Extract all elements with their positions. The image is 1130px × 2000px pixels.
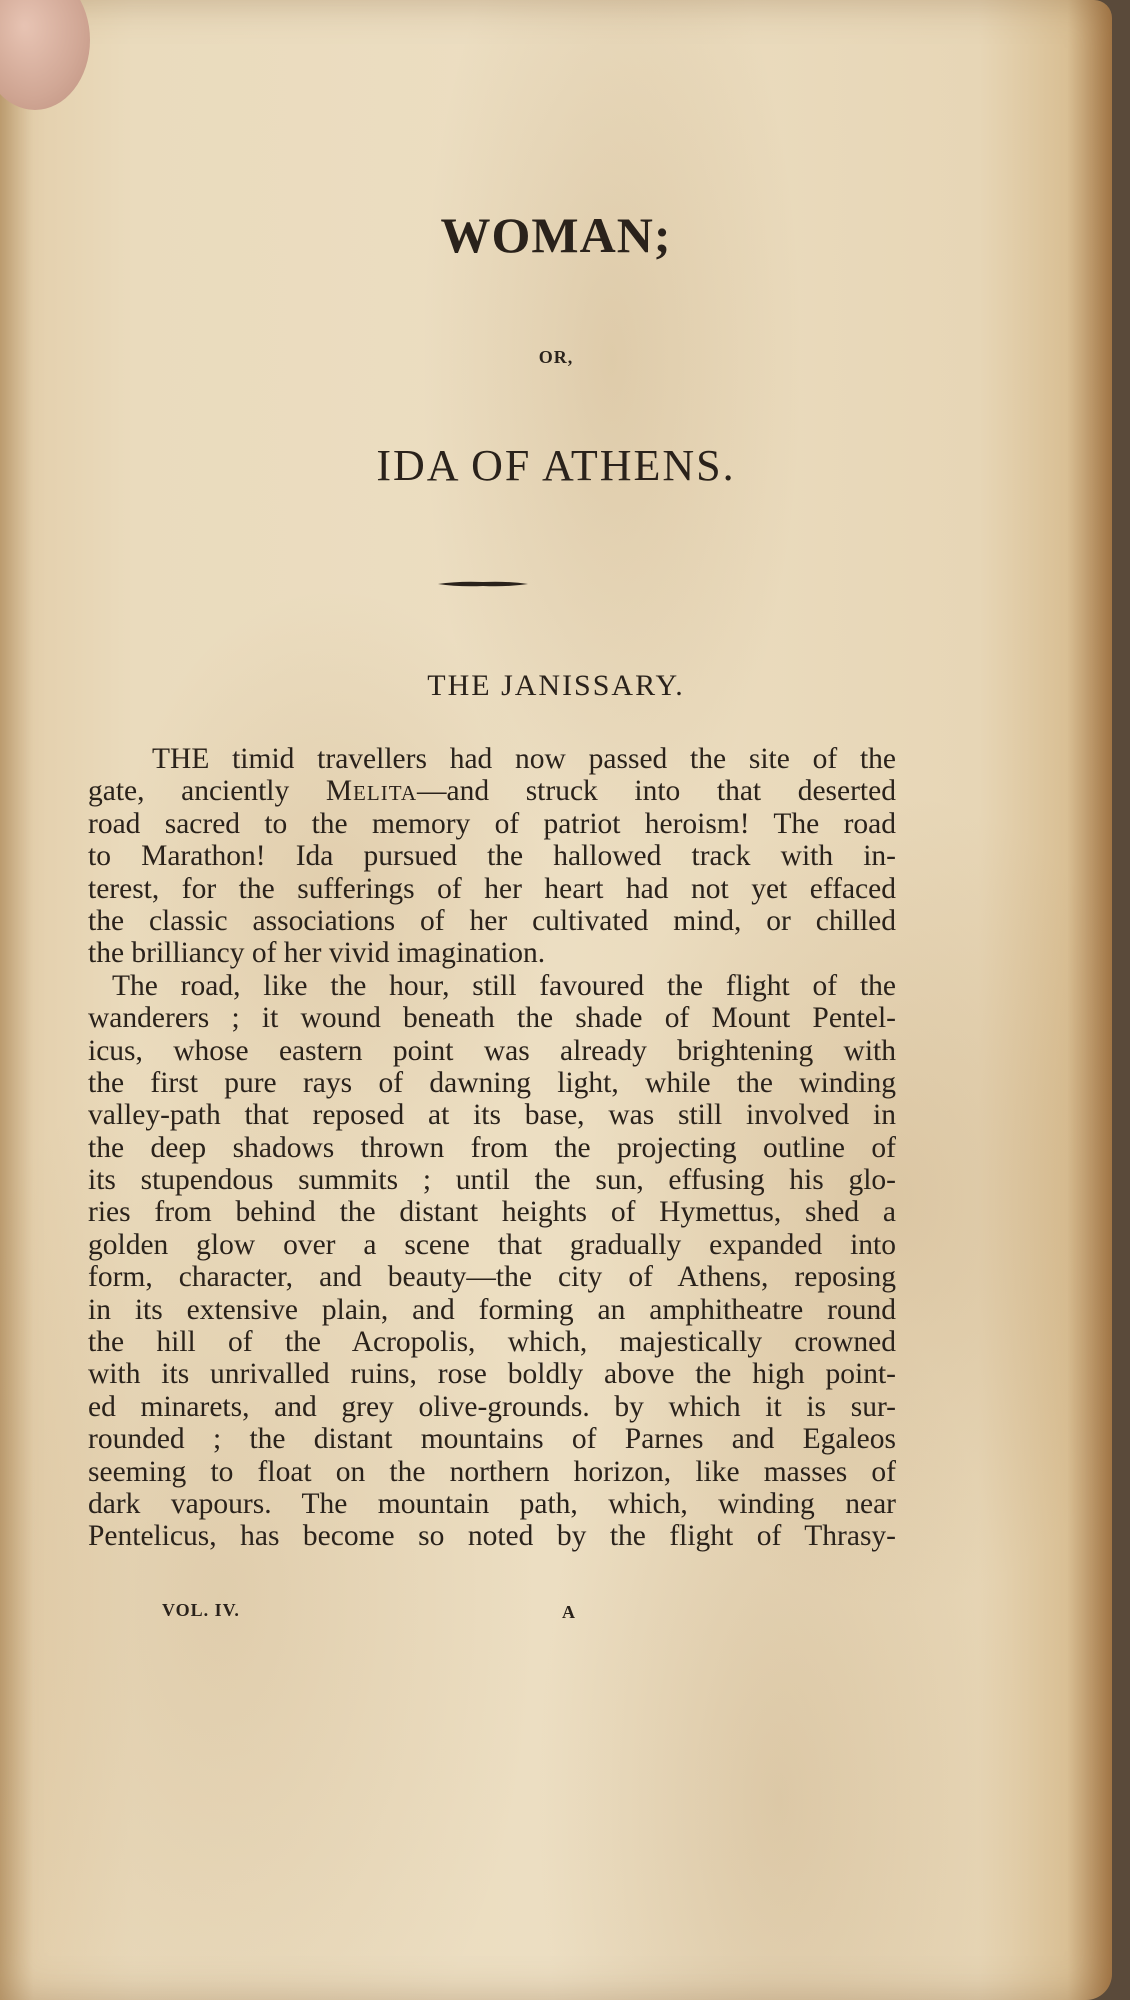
title-connector: OR, xyxy=(538,347,574,367)
chapter-heading: THE JANISSARY. xyxy=(427,669,685,702)
text-line: seeming to float on the northern horizon, like masses of xyxy=(88,1455,896,1488)
text-line: to Marathon! Ida pursued the hallowed track with in- xyxy=(88,840,896,873)
text-line: the hill of the Acropolis, which, majestically crowned xyxy=(88,1326,896,1359)
text-line: the deep shadows thrown from the projecting outline of xyxy=(88,1131,896,1164)
thumb-at-corner xyxy=(0,0,90,110)
text-line: in its extensive plain, and forming an amphitheatre round xyxy=(88,1293,896,1326)
text-line: wanderers ; it wound beneath the shade of Mount Pentel- xyxy=(88,1002,896,1035)
text-line: with its unrivalled ruins, rose boldly above the high point- xyxy=(88,1358,896,1391)
text-line: form, character, and beauty—the city of Athens, reposing xyxy=(88,1261,896,1294)
text-line: dark vapours. The mountain path, which, winding near xyxy=(88,1487,896,1520)
text-line: the brilliancy of her vivid imagination. xyxy=(88,937,546,970)
text-line: ries from behind the distant heights of Hymettus, shed a xyxy=(88,1196,896,1229)
text-line: THE timid travellers had now passed the site of the xyxy=(152,743,896,775)
text-line: valley-path that reposed at its base, was still involved in xyxy=(88,1099,896,1132)
text-line: Pentelicus, has become so noted by the flight of Thrasy- xyxy=(88,1520,896,1553)
volume-marker: VOL. IV. xyxy=(162,1600,240,1620)
text-line: the first pure rays of dawning light, while the winding xyxy=(88,1066,896,1099)
text-line: the classic associations of her cultivated mind, or chilled xyxy=(88,904,896,937)
text-line: ed minarets, and grey olive-grounds. by which it is sur- xyxy=(88,1390,896,1423)
body-text xyxy=(88,743,896,1553)
text-line: icus, whose eastern point was already brightening with xyxy=(88,1034,896,1067)
text-line: gate, anciently Melita—and struck into that deserted xyxy=(88,775,896,808)
ornamental-rule xyxy=(438,578,528,590)
text-line: rounded ; the distant mountains of Parnes and Egaleos xyxy=(88,1423,896,1456)
place-name: Melita xyxy=(325,775,418,808)
book-title: WOMAN; xyxy=(440,207,672,263)
book-subtitle: IDA OF ATHENS. xyxy=(376,441,736,490)
text-line: golden glow over a scene that gradually expanded into xyxy=(88,1228,896,1261)
text-line: road sacred to the memory of patriot heroism! The road xyxy=(88,807,896,840)
text-line: The road, like the hour, still favoured the flight of the xyxy=(112,969,896,1002)
text-line: terest, for the sufferings of her heart had not yet effaced xyxy=(88,872,896,905)
text-line: its stupendous summits ; until the sun, effusing his glo- xyxy=(88,1164,896,1197)
signature-mark: A xyxy=(562,1602,575,1622)
